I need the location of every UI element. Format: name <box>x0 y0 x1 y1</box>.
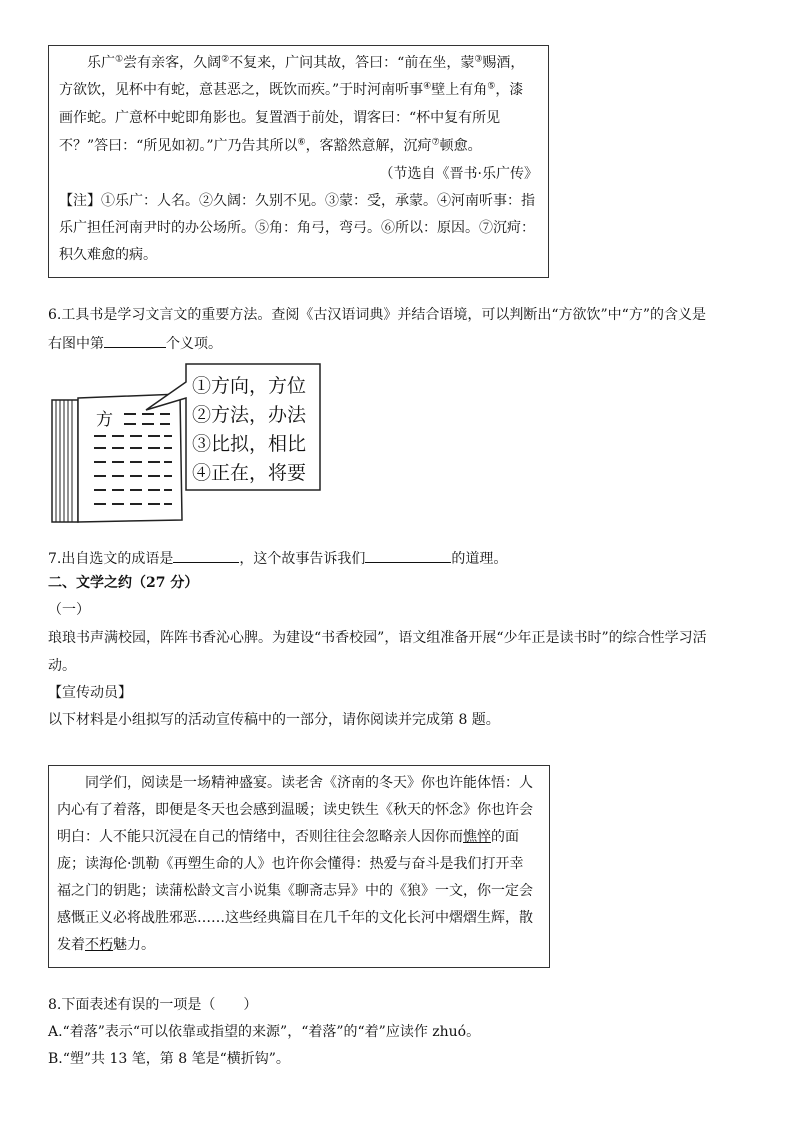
section-label: 【宣传动员】 <box>48 685 132 701</box>
dictionary-headword: 方 <box>96 410 113 430</box>
q6-answer-blank[interactable] <box>104 333 166 348</box>
passage-box <box>48 45 549 278</box>
intro-line-2: 动。 <box>48 658 76 674</box>
instruction-line: 以下材料是小组拟写的活动宣传稿中的一部分，请你阅读并完成第 8 题。 <box>48 712 500 728</box>
meaning-2: ②方法，办法 <box>192 404 307 426</box>
passage-line: 乐广①尝有亲客，久阔②不复来，广问其故，答曰：“前在坐，蒙③赐酒， <box>87 54 525 71</box>
q8-option-a[interactable]: A.“着落”表示“可以依靠或指望的来源”，“着落”的“着”应读作 zhuó。 <box>48 1024 481 1040</box>
subsection-label: （一） <box>48 602 90 618</box>
q8-stem: 8.下面表述有误的一项是（ ） <box>48 997 258 1013</box>
intro-line-1: 琅琅书声满校园，阵阵书香沁心脾。为建设“书香校园”，语文组准备开展“少年正是读书时”的综合性学习活 <box>48 630 707 646</box>
q6-line-2: 右图中第 个义项。 <box>48 333 222 354</box>
dictionary-illustration <box>50 362 322 528</box>
passage-line: 画作蛇。广意杯中蛇即角影也。复置酒于前处，谓客曰：“杯中复有所见 <box>59 110 501 126</box>
meaning-3: ③比拟，相比 <box>192 433 307 455</box>
passage-line: 方欲饮，见杯中有蛇，意甚恶之，既饮而疾。”于时河南听事④壁上有角⑤，漆 <box>59 81 524 98</box>
meaning-4: ④正在，将要 <box>192 462 307 484</box>
note-line: 积久难愈的病。 <box>59 247 157 263</box>
speech-line: 发着不朽魅力。 <box>57 937 155 953</box>
q7-line: 7.出自选文的成语是 ，这个故事告诉我们 的道理。 <box>48 548 507 569</box>
speech-line: 同学们，阅读是一场精神盛宴。读老舍《济南的冬天》你也许能体悟：人 <box>57 775 533 791</box>
q8-option-b[interactable]: B.“塑”共 13 笔，第 8 笔是“横折钩”。 <box>48 1051 290 1067</box>
q6-line-1: 6.工具书是学习文言文的重要方法。查阅《古汉语词典》并结合语境，可以判断出“方欲饮”中“方”的含义是 <box>48 307 706 323</box>
note-line: 乐广担任河南尹时的办公场所。⑤角：角弓，弯弓。⑥所以：原因。⑦沉疴： <box>59 220 535 236</box>
note-line: 【注】①乐广：人名。②久阔：久别不见。③蒙：受，承蒙。④河南听事：指 <box>59 193 535 209</box>
speech-line: 明白：人不能只沉浸在自己的情绪中，否则往往会忽略亲人因你而憔悴的面 <box>57 829 519 845</box>
speech-line: 内心有了着落，即便是冬天也会感到温暖；读史铁生《秋天的怀念》你也许会 <box>57 802 533 818</box>
speech-line: 福之门的钥匙；读蒲松龄文言小说集《聊斋志异》中的《狼》一文，你一定会 <box>57 883 533 899</box>
speech-line: 感慨正义必将战胜邪恶……这些经典篇目在几千年的文化长河中熠熠生辉，散 <box>57 910 533 926</box>
speech-line: 庞；读海伦·凯勒《再塑生命的人》也许你会懂得：热爱与奋斗是我们打开幸 <box>57 856 524 872</box>
passage-line: 不？”答曰：“所见如初。”广乃告其所以⑥，客豁然意解，沉疴⑦顿愈。 <box>59 137 482 154</box>
q7-idiom-blank[interactable] <box>173 548 239 563</box>
section-heading: 二、文学之约（27 分） <box>48 575 199 591</box>
meaning-1: ①方向，方位 <box>192 375 307 397</box>
speech-box <box>48 765 550 968</box>
dictionary-meanings <box>192 372 306 488</box>
passage-source: （节选自《晋书·乐广传》 <box>379 166 538 182</box>
q7-lesson-blank[interactable] <box>365 548 451 563</box>
